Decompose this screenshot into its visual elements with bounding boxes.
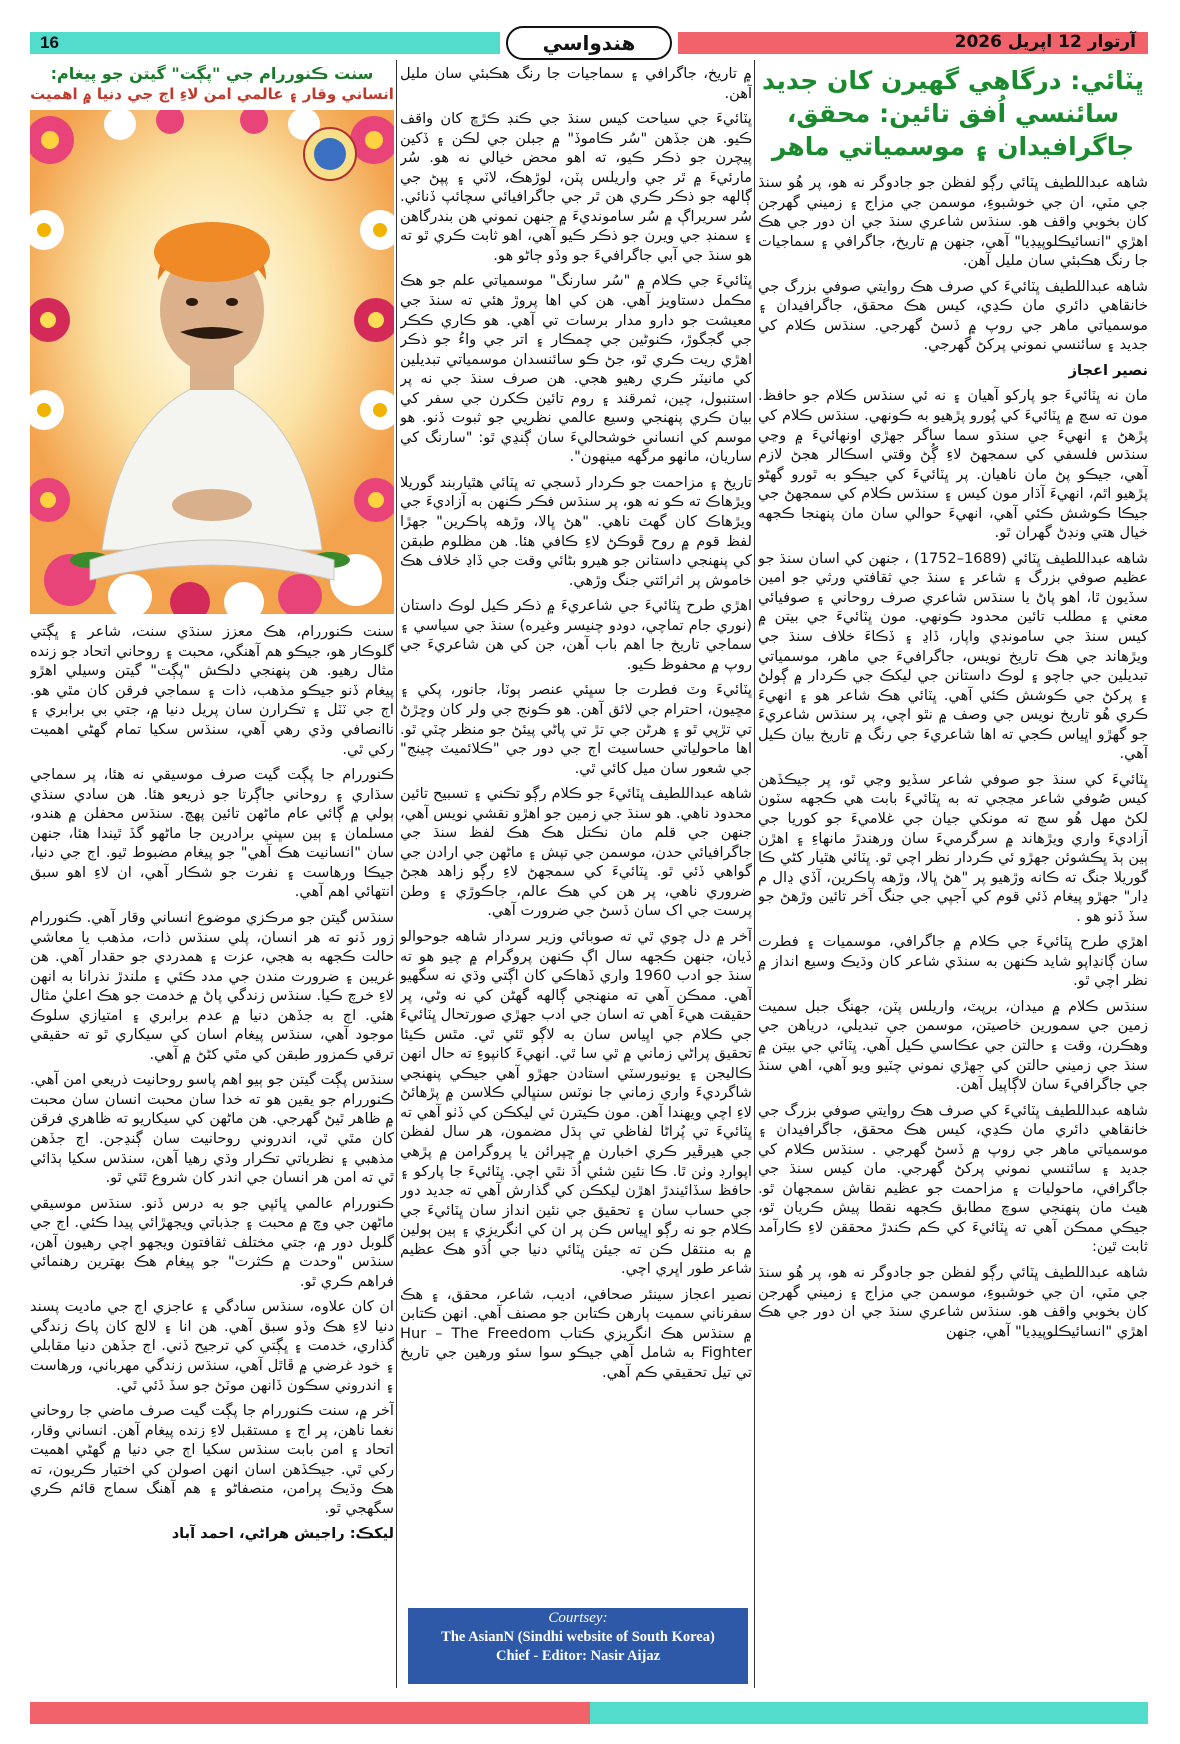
source-credit-box: [408, 1608, 748, 1684]
article-paragraph: ۾ تاريخ، جاگرافي ۽ سماجيات جا رنگ هڪبئي سان مليل آهن.: [400, 65, 752, 102]
article-paragraph: سنڌس گيتن جو مرڪزي موضوع انساني وقار آهي. ڪنوررام زور ڏنو ته هر انسان، پلي سنڌس ذات، مذهب يا معاشي حالت ڪجهه به هجي، عزت ۽ همدردي جو حقدار آهي. هن غريبن ۽ ضرورت مندن جي مدد ڪئي ۽ ملندڙ نذرانا به انهن لاءِ خرچ ڪيا. سنڌس زندگي پاڻ ۾ خدمت جو هڪ اعليٰ مثال هئي. اڄ به جڏهن دنيا ۾ عدم برابري ۽ امتيازي سلوڪ موجود آهي، سنڌس پيغام اسان کي سيکاري ٿو ته حقيقي ترقي ڪمزور طبقن کي مٿي کڻڻ ۾ آهي.: [30, 908, 394, 1063]
article-paragraph: ڪنوررام عالمي ڀائپي جو به درس ڏنو. سنڌس موسيقي ماڻهن جي وچ ۾ محبت ۽ جذباتي ويجهڙائي پيدا ڪئي. اڄ جي گلوبل دور ۾، جتي مختلف ثقافتون ويجهو اچي رهيون آهن، سنڌس "وحدت ۾ ڪثرت" جو پيغام هڪ بهترين رهنمائي فراهم ڪري ٿو.: [30, 1194, 394, 1290]
article-paragraph: سنڌس ڪلام ۾ ميدان، برپٽ، واريلس پٽن، جهنگ جبل سميت زمين جي سمورين خاصيتن، موسمن جي تبديلي، درياهن جي وهڪرن، وقت ۽ حالتن جي عڪاسي ڪيل آهي. ڀٽائي جي بيتن ۾ سنڌ جي زميني حالتن کي جهڙي نموني چٽيو ويو آهي، اهي سنڌ جي جاگرافيءَ سان لاڳاپيل آهن.: [758, 997, 1148, 1094]
source-website: The AsianN (Sindhi website of South Korea): [441, 1629, 715, 1645]
article-paragraph: شاهه عبداللطيف ڀٽائي رڳو لفظن جو جادوگر نه هو، پر هُو سنڌ جي مٽي، ان جي خوشبوءِ، موسمن جي مزاج ۽ زميني گهرجن کان بخوبي واقف هو. سنڌس شاعري سنڌ جي ان دور جي هڪ اهڙي "انسائيڪلوپيڊيا" آهي، جنهن: [758, 1263, 1148, 1340]
page-header: [30, 28, 1148, 58]
header-band-left: [30, 32, 500, 54]
poster-subtitle: انساني وقار ۽ عالمي امن لاءِ اڄ جي دنيا ۾ اهميت: [30, 84, 394, 103]
article-paragraph: ڀٽائيءَ وٽ فطرت جا سڀئي عنصر ٻوٽا، جانور، پکي ۽ مڇيون، احترام جي لائق آهن. هو ڪونج جي ولر کان وڇڙڻ تي تڙپي ٿو ۽ هرڻن جي تڙ تي پاڻي پيئڻ جو منظر چٽي ٿو. اها ماحولياتي حساسيت اڄ جي دور جي "ڪلائميٽ چينج" جي شعور سان ميل کائي ٿي.: [400, 681, 752, 777]
article-paragraph: ان کان علاوه، سنڌس سادگي ۽ عاجزي اڄ جي ماديت پسند دنيا لاءِ هڪ وڏو سبق آهي. هن انا ۽ لالچ کان پاڪ زندگي گذاري، خدمت ۽ ڀڳتي کي ترجيح ڏني. اڄ جڏهن دنيا مقابلي ۽ خود غرضي ۾ ڦاٿل آهي، سنڌس زندگي مهرباني، ورهاست ۽ اندروني سڪون ڏانهن موٽڻ جو سڏ ڏئي ٿي.: [30, 1298, 394, 1394]
article-paragraph: ڪنوررام جا پڳت گيت صرف موسيقي نه هئا، پر سماجي سڌاري ۽ روحاني جاڳرتا جو ذريعو هئا. هن سادي سنڌي ٻولي ۾ ڳائي عام ماڻهن تائين پهچ. سنڌس محفلن ۾ هندو، مسلمان ۽ ٻين سڀني برادرين جا ماڻهو گڏ ٿيندا هئا، جنهن سان "انسانيت هڪ آهي" جو پيغام مضبوط ٿيو. اڄ جي دنيا، جيڪا ورهاست ۽ نفرت جو شڪار آهي، ان لاءِ اهو سبق انتهائي اهم آهي.: [30, 766, 394, 901]
article-column-left: [30, 64, 394, 1684]
article-paragraph: سنت ڪنوررام، هڪ معزز سنڌي سنت، شاعر ۽ ڀڳتي گلوڪار هو، جيڪو هم آهنگي، محبت ۽ روحاني اتحاد جو زنده مثال رهيو. هن پنهنجي دلڪش "پڳت" گيتن وسيلي اهڙو پيغام ڏنو جيڪو مذهب، ذات ۽ سماجي فرقن کان مٿي هو. اڄ جي ٽٽل ۽ تڪرارن سان پريل دنيا ۾، جتي بي برابري ۽ ناانصافي وڌي رهي آهي، سنڌس سکيا تمام گهڻي اهميت رکي ٿي.: [30, 623, 394, 758]
courtesy-label: Courtsey:: [548, 1610, 608, 1626]
article-headline: ڀٽائي: درگاهي گهيرن کان جديد سائنسي اُفق تائين: محقق، جاگرافيدان ۽ موسمياتي ماهر: [762, 66, 1144, 161]
page-number: 16: [40, 33, 59, 52]
article-paragraph: مان نه ڀٽائيءَ جو پارکو آهيان ۽ نه ئي سنڌس ڪلام جو حافظ. مون ته سچ ۾ ڀٽائيءَ کي پُورو پڙهيو به ڪونهي. سنڌس ڪلام کي پڙهڻ ۽ انهيءَ جي سنڌو سما ساگر جهڙي اونهائيءَ ۾ وڃي سنڌس فلسفي کي سمجهڻ لاءِ ڳُڻ وقتي اسڪالر هجڻ لازم آهي، جيڪو پڻ مان ناهيان. پر ڀٽائيءَ کي جيڪو به ٿورو گهڻو پڙهيو اٿم، انهيءَ آڌار مون کيس ۽ سنڌس ڪلام کي سمجهڻ جي جيڪا ڪوشش ڪئي آهي، انهيءَ حوالي سان مان پنهنجا ڪجهه خيال هتي ونڊڻ گهران ٿو.: [758, 387, 1148, 542]
newspaper-masthead: هندواسي: [506, 26, 672, 60]
footer-band-left: [30, 1702, 590, 1724]
article-column-right: [758, 64, 1148, 1688]
article-paragraph: ڀٽائيءَ جي ڪلام ۾ "سُر سارنگ" موسمياتي علم جو هڪ مڪمل دستاويز آهي. هن کي اها پروڙ هئي ته سنڌ جي معيشت جو دارو مدار برسات تي آهي. هو ڪاري ڪڪر جي گجگوڙ، ڪنوڻين جي چمڪار ۽ اتر جي واءُ جو ذڪر اهڙي ريت ڪري ٿو، جڻ ڪو سائنسدان موسمياتي تبديلين کي مانيٽر ڪري رهيو هجي. هن صرف سنڌ جي نه پر استنبول، چين، ثمرقند ۽ روم تائين ڪکرن جي سفر کي بيان ڪري پنهنجي وسيع عالمي نظريي جو ثبوت ڏنو. هو موسم کي انساني خوشحاليءَ سان ڳنڍي ٿو: "سارنگ کي ساريان، ماٺهو مرگهه مينهون".: [400, 272, 752, 466]
article-paragraph: شاهه عبداللطيف ڀٽائيءَ کي صرف هڪ روايتي صوفي بزرگ جي خانقاهي دائري مان ڪڍي، کيس هڪ محقق، جاگرافيدان ۽ موسمياتي ماهر جي روپ ۾ ڏسڻ گهرجي . سنڌس ڪلام کي جديد ۽ سائنسي نموني پرکڻ گهرجي. مان کيس سنڌ جي جاگرافي، ماحوليات ۽ مزاحمت جو عظيم نقاش سمجهان ٿو. هيٺ مان پنهنجي سوچ مطابق ڪجهه نقطا پيش ڪريان ٿو، جيڪي ممڪن آهي ته ڀٽائيءَ کي ڪم ڪندڙ محققن لاءِ ڪارآمد ثابت ٿين:: [758, 1101, 1148, 1256]
column-divider: [396, 60, 397, 1688]
poster-title: سنت ڪنوررام جي "پڳت" گيتن جو پيغام:: [50, 64, 374, 83]
article-paragraph: ڀٽائيءَ جي سياحت کيس سنڌ جي ڪنڊ ڪڙڇ کان واقف ڪيو. هن جڏهن "سُر ڪاموڏ" ۾ جبلن جي لڪن ۽ ڏکين پيچرن جو ذڪر ڪيو، ته اهو محض خيالي نه هو. سُر مارئيءَ ۾ ٿر جي واريلس پٽن، لوڙهڪ، لاٽي ۽ پپڻ جي ڳالهه جو ذڪر ڪري هن ٿر جي جاگرافيائي سچائپ ڏنائي. سُر سريراڳ ۾ سُر سامونديءَ ۾ جنهن نموني هن بندرگاهن ۽ سمنڊ جي ويرن جو ذڪر ڪيو آهي، اهو ثابت ڪري ٿو ته هو سنڌ جي آبي جاگرافيءَ جو وڏو ڄاڻو هو.: [400, 110, 752, 264]
article-paragraph: اهڙي طرح ڀٽائيءَ جي ڪلام ۾ جاگرافي، موسميات ۽ فطرت سان ڳانڍاپو شايد ڪنهن به سنڌي شاعر کان وڌيڪ وسيع انداز ۾ نظر اچي ٿو.: [758, 933, 1148, 990]
article-paragraph: تاريخ ۽ مزاحمت جو ڪردار ڏسجي ته ڀٽائي هٿياربند گوريلا ويڙهاڪ ته ڪو نه هو، پر سنڌس فڪر ڪنهن به آزاديءَ جي ويڙهاڪ کان گهٽ ناهي. "هڻ ڀالا، وڙهه پاڪرين" جهڙا لفظ قوم ۾ روح ڦوڪڻ لاءِ ڪافي هئا. هن مظلوم طبقن کي پنهنجي داستانن جو هيرو بڻائي وقت جي ڏاڍ خلاف هڪ خاموش پر اثرائتي جنگ وڙهي.: [400, 473, 752, 589]
saint-portrait-illustration: [30, 110, 394, 614]
author-bio: نصير اعجاز سينئر صحافي، اديب، شاعر، محقق، ۽ هڪ سفرناني سميت ٻارهن ڪتابن جو مصنف آهي. انهن ڪتابن ۾ سنڌس هڪ انگريزي ڪتاب Hur – The Freedom Fighter به شامل آهي جيڪو سوا سئو ورهين جي تاريخ تي تيل تحقيقي ڪم آهي.: [400, 1285, 752, 1381]
writer-credit: ليکڪ: راجيش هراڻي، احمد آباد: [171, 1525, 394, 1543]
saint-portrait: [30, 110, 394, 614]
article-paragraph: سنڌس پڳت گيتن جو ٻيو اهم پاسو روحانيت ذريعي امن آهي. ڪنوررام جو يقين هو ته خدا سان محبت انسان سان محبت ۾ ظاهر ٿيڻ گهرجي. هن ماڻهن کي سيکاريو ته ظاهري فرقن کان مٿي ٿي، اندروني روحانيت سان ڳنڍجن. اڄ جڏهن مذهبي ۽ نظرياتي تڪرار وڌي رهيا آهن، سنڌس سکيا ٻڌائي ٿي ته امن هر انسان جي اندر کان شروع ٿئي ٿو.: [30, 1071, 394, 1187]
chief-editor: Chief - Editor: Nasir Aijaz: [495, 1648, 661, 1664]
footer-band-right: [590, 1702, 1148, 1724]
article-byline: نصير اعجاز: [1068, 361, 1148, 379]
article-paragraph: اهڙي طرح ڀٽائيءَ جي شاعريءَ ۾ ذڪر ڪيل لوڪ داستان (نوري جام تماچي، دودو چنيسر وغيره) سنڌ جي سياسي ۽ سماجي تاريخ جا اهم باب آهن، جن کي هن شاعريءَ جي روپ ۾ محفوظ ڪيو.: [400, 597, 752, 673]
article-paragraph: آخر ۾ دل چوي ٿي ته صوبائي وزير سردار شاهه جوحوالو ڏيان، جنهن ڪجهه سال اڳ ڪنهن پروگرام ۾ چيو هو ته سنڌ جو ادب 1960 واري ڏهاڪي کان اڳتي وڌي نه سگهيو آهي. ممڪن آهي ته منهنجي ڳالهه گهڻن کي نه وڻي، پر حقيقت هيءَ آهي ته اسان جي ادب جهڙي صورتحال ڀٽائيءَ جي ڪلام جي اڀياس سان به لاڳو ٿئي ٿي. مٿس ڪيئا تحقيق پراڻي زماني ۾ ٿي سا ٿي. انهيءَ کانپوءِ ته حال انهن ڪاليجن ۽ يونيورسٽي استادن جهڙو آهي جيڪي پنهنجي شاگرديءَ واري زماني جا نوٽس سنڀالي ڪلاسن ۾ پڙهائڻ لاءِ اچي ويهندا آهن. مون ڪيترن ئي ليکڪن کي ڏٺو آهي ته ڀٽائيءَ تي پُراڻا لفاظي تي ٻڌل مضمون، هر سال لفظن جي هيرڦير ڪري اخبارن ۾ ڇپرائن يا پروگرامن ۾ پڙهي اپوارڊ وٺن ٿا. ڪا نئين شئي اُڌ نٿي اچي. ڀٽائيءَ جا پارکو ۽ حافظ سڏائيندڙ اهڙن ليکڪن کي گذارش آهي ته جديد دور جي حساب سان ۽ تحقيق جي نئين انداز سان ڀٽائيءَ جي ڪلام جو نه رڳو اڀياس ڪن پر ان کي انگريزي ۽ ٻين ٻولين ۾ به منتقل ڪن ته جيئن ڀٽائي دنيا جي اُڌو هڪ عظيم شاعر طور اڀري اچي.: [400, 927, 752, 1278]
page-footer: [30, 1702, 1148, 1724]
emblem-icon: [304, 128, 356, 180]
article-paragraph: شاهه عبداللطيف ڀٽائي (1689–1752) ، جنهن کي اسان سنڌ جو عظيم صوفي بزرگ ۽ شاعر ۽ سنڌ جي ثقافتي ورثي جو امين سڏيون ٿا، اهو پاڻ يا سنڌس شاعري صرف روحاني ۽ صوفيائي معني ۽ مطلب تائين محدود ڪونهي. مون ڀٽائيءَ جي بيتن ۾ کيس سنڌ جي سامونڊي واپار، ڏاڍ ۽ ڏڪاءَ خلاف سنڌ جي ويڙهاند جي هڪ تاريخ نويس، جاگرافيءَ جي ماهر، موسمياتي تبديلين جي جاچو ۽ لوڪ داستانن جي ليکڪ جي ڪردار ۾ ڳولڻ ۽ پرکڻ جي ڪوشش ڪئي آهي. ڀٽائي هڪ شاعر هو ۽ انهيءَ ڪري هُو تاريخ نويس جي وصف ۾ نٿو اچي، پر سنڌس شاعريءَ جو گهڙو اڀياس ڪجي ته اها شاعريءَ جي رنگ ۾ تاريخ بيان ڪيل آهي.: [758, 549, 1148, 763]
article-paragraph: شاهه عبداللطيف ڀٽائي رڳو لفظن جو جادوگر نه هو، پر هُو سنڌ جي مٽي، ان جي خوشبوءِ، موسمن جي مزاج ۽ زميني گهرجن کان بخوبي واقف هو. سنڌس شاعري سنڌ جي ان دور جي هڪ اهڙي "انسائيڪلوپيڊيا" آهي، جنهن ۾ تاريخ، جاگرافي ۽ سماجيات جا رنگ هڪبئي سان مليل آهن.: [758, 174, 1148, 270]
article-paragraph: ڀٽائيءَ کي سنڌ جو صوفي شاعر سڏيو وڃي ٿو، پر جيڪڏهن کيس صُوفي شاعر مڃجي ته به ڀٽائيءَ بابت هي ڪجهه سٽون لکڻ مهل هُو سچ ته مونکي جيان جي غلاميءَ جو کوريا جي آزاديءَ واري ويڙهاند ۾ سرگرميءَ سان ورهندڙ مانهاءِ ۽ اهڙن ٻين ٻڌ ڀڪشوئن جهڙو ئي ڪردار نظر اچي ٿو. ڀٽائي هٿيار کڻي ڪا گوريلا جنگ ته ڪانه وڙهيو پر "هڻ ڀالا، وڙهه پاڪرين، آڏي ڍال م ڍار" جهڙو پيغام ڏئي قوم کي آجپي جي جنگ آخر تائين وڙهڻ جو سڏ ڏنو هو .: [758, 770, 1148, 925]
article-paragraph: آخر ۾، سنت ڪنوررام جا پڳت گيت صرف ماضي جا روحاني نغما ناهن، پر اڄ ۽ مستقبل لاءِ زنده پيغام آهن. انساني وقار، اتحاد ۽ امن بابت سنڌس سکيا اڄ جي دنيا ۾ گهڻي اهميت رکي ٿي. جيڪڏهن اسان انهن اصولن کي اختيار ڪريون، ته هڪ وڌيڪ پرامن، منصفاڻو ۽ هم آهنگ سماج قائم ڪري سگهجي ٿو.: [30, 1402, 394, 1517]
article-paragraph: شاهه عبداللطيف ڀٽائيءَ کي صرف هڪ روايتي صوفي بزرگ جي خانقاهي دائري مان ڪڍي، کيس هڪ محقق، جاگرافيدان ۽ موسمياتي ماهر جي روپ ۾ ڏسڻ گهرجي. سنڌس ڪلام کي جديد ۽ سائنسي نموني پرکڻ گهرجي.: [758, 277, 1148, 354]
issue-date: آرتوار 12 اپريل 2026: [954, 32, 1136, 52]
article-paragraph: شاهه عبداللطيف ڀٽائيءَ جو ڪلام رڳو تڪني ۽ تسبيح تائين محدود ناهي. هو سنڌ جي زمين جو اهڙو نقشي نويس آهي، جنهن جي قلم مان نڪتل هڪ هڪ لفظ سنڌ جي جاگرافيائي حدن، موسمن جي تپش ۽ ماڻهن جي ارادن جي گواهي ڏئي ٿو. ڀٽائيءَ کي سمجهڻ لاءِ رڳو زاهد هجڻ ضروري ناهي، پر هن کي هڪ عالم، جاڪوڙي ۽ وطن پرست جي اک سان ڏسڻ جي ضرورت آهي.: [400, 785, 752, 920]
column-divider: [754, 60, 755, 1688]
article-column-middle: [400, 64, 752, 1674]
